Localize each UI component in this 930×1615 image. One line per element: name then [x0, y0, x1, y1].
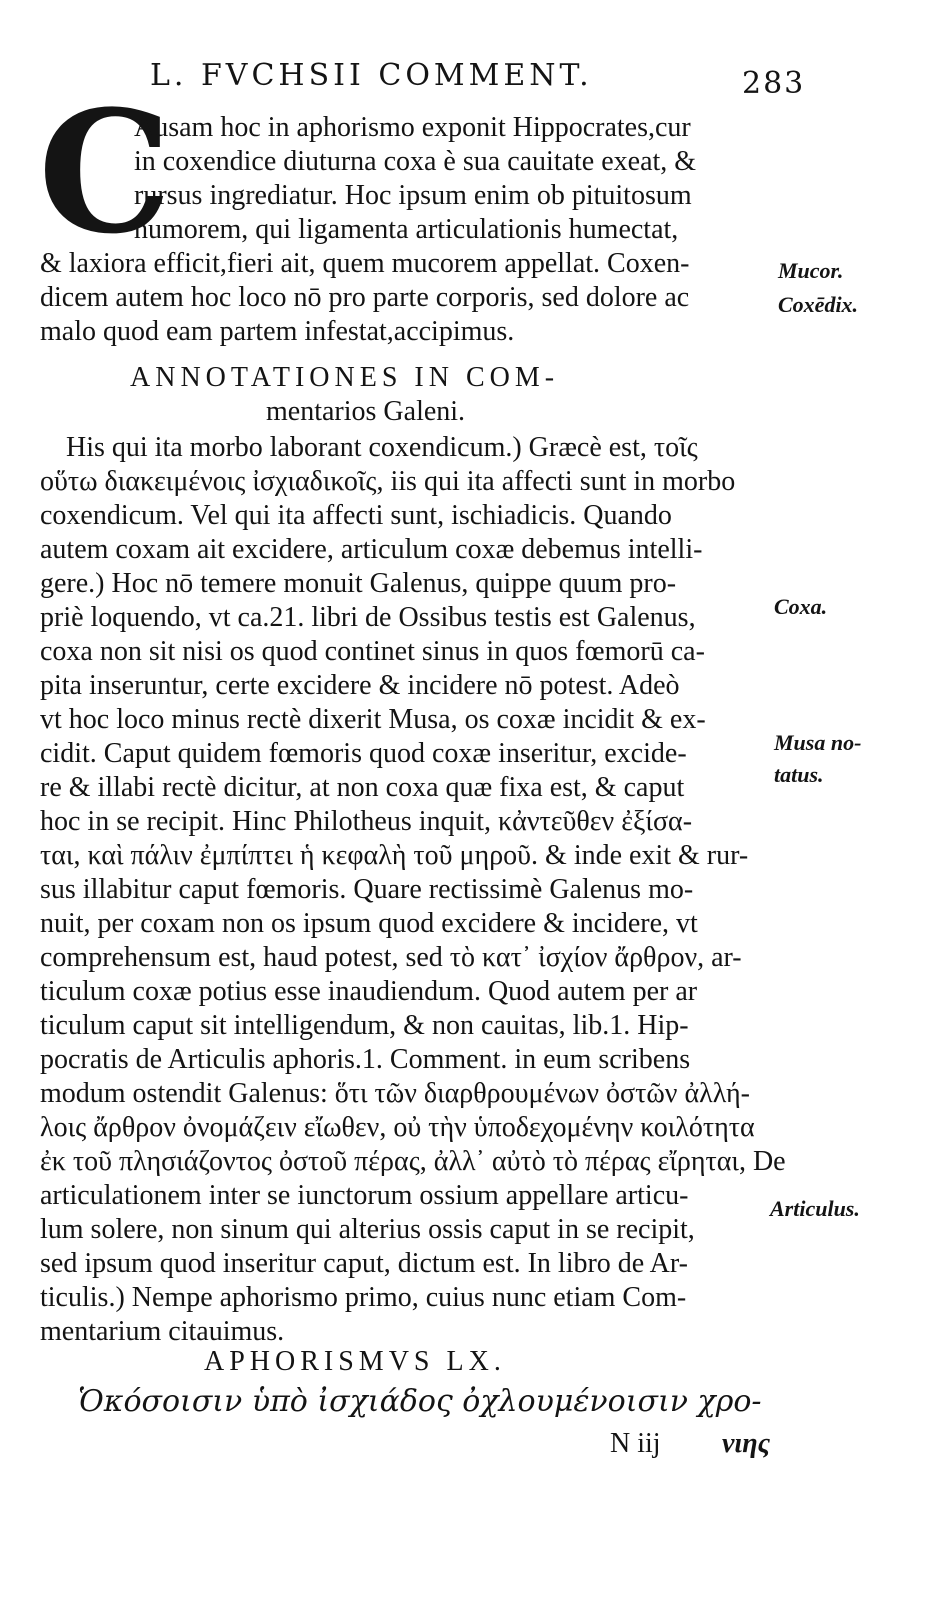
commentary-line: & laxiora efficit,fieri ait, quem mucorem appellat. Coxen-: [40, 248, 690, 279]
annotation-line: ticulum coxæ potius esse inaudiendum. Quod autem per ar: [40, 976, 698, 1007]
annotation-line: mentarium citauimus.: [40, 1316, 285, 1347]
margin-note-mucor: Mucor.: [778, 258, 844, 283]
aphorism-greek-line: Ὁκόσοισιν ὑπὸ ἰσχιάδος ὀχλουμένοισιν χρο-: [78, 1384, 762, 1419]
annotation-line: pita inseruntur, certe excidere & incidere nō potest. Adeò: [40, 670, 680, 701]
annotation-line: vt hoc loco minus rectè dixerit Musa, os coxæ incidit & ex-: [40, 704, 706, 735]
drop-capital: C: [38, 73, 172, 271]
annotation-line: autem coxam ait excidere, articulum coxæ debemus intelli-: [40, 534, 703, 565]
annotation-line: sus illabitur caput fœmoris. Quare rectissimè Galenus mo-: [40, 874, 694, 905]
commentary-line: malo quod eam partem infestat,accipimus.: [40, 316, 515, 347]
annotation-line: articulationem inter se iunctorum ossium appellare articu-: [40, 1180, 689, 1211]
commentary-line: Ausam hoc in aphorismo exponit Hippocrates,cur: [134, 112, 691, 143]
page-number: 283: [742, 66, 806, 101]
commentary-line: humorem, qui ligamenta articulationis humectat,: [134, 214, 679, 245]
annotation-line: modum ostendit Galenus: ὅτι τῶν διαρθρουμένων ὀστῶν ἀλλή-: [40, 1078, 750, 1109]
running-head: L. FVCHSII COMMENT.: [150, 58, 593, 93]
annotation-line: lum solere, non sinum qui alterius ossis caput in se recipit,: [40, 1214, 695, 1245]
margin-note-articulus: Articulus.: [770, 1196, 860, 1221]
commentary-line: in coxendice diuturna coxa è sua cauitate exeat, &: [134, 146, 697, 177]
aphorism-heading: APHORISMVS LX.: [204, 1346, 506, 1377]
annotation-line: hoc in se recipit. Hinc Philotheus inquit, κἀντεῦθεν ἐξίσα-: [40, 806, 693, 837]
annotation-line: sed ipsum quod inseritur caput, dictum est. In libro de Ar-: [40, 1248, 688, 1279]
margin-note-coxendix: Coxēdix.: [778, 292, 859, 317]
annotation-line: ticulis.) Nempe aphorismo primo, cuius nunc etiam Com-: [40, 1282, 687, 1313]
margin-note-coxa: Coxa.: [774, 594, 828, 619]
catchword: νιης: [722, 1428, 771, 1459]
annotation-line: ἐκ τοῦ πλησιάζοντος ὀστοῦ πέρας, ἀλλ᾽ αὐτὸ τὸ πέρας εἴρηται, De: [40, 1146, 786, 1177]
annotation-line: priè loquendo, vt ca.21. libri de Ossibus testis est Galenus,: [40, 602, 696, 633]
annotation-line: nuit, per coxam non os ipsum quod excidere & incidere, vt: [40, 908, 698, 939]
annotation-line: ticulum caput sit intelligendum, & non cauitas, lib.1. Hip-: [40, 1010, 689, 1041]
annotation-line: coxendicum. Vel qui ita affecti sunt, ischiadicis. Quando: [40, 500, 672, 531]
margin-note-musa: Musa no-: [774, 730, 862, 755]
annotation-line: comprehensum est, haud potest, sed τὸ κατ᾽ ἰσχίον ἄρθρον, ar-: [40, 942, 742, 973]
commentary-line: dicem autem hoc loco nō pro parte corporis, sed dolore ac: [40, 282, 690, 313]
annotation-line: re & illabi rectè dicitur, at non coxa quæ fixa est, & caput: [40, 772, 685, 803]
annotation-line: ται, καὶ πάλιν ἐμπίπτει ἡ κεφαλὴ τοῦ μηροῦ. & inde exit & rur-: [40, 840, 749, 871]
annotation-line: His qui ita morbo laborant coxendicum.) Græcè est, τοῖς: [66, 432, 698, 463]
commentary-line: rursus ingrediatur. Hoc ipsum enim ob pituitosum: [134, 180, 692, 211]
annotation-line: gere.) Hoc nō temere monuit Galenus, quippe quum pro-: [40, 568, 677, 599]
signature-mark: N iij: [610, 1428, 661, 1459]
margin-note-musa-cont: tatus.: [774, 762, 824, 787]
annotation-line: λοις ἄρθρον ὀνομάζειν εἴωθεν, οὐ τὴν ὑποδεχομένην κοιλότητα: [40, 1112, 755, 1143]
annotation-line: coxa non sit nisi os quod continet sinus in quos fœmorū ca-: [40, 636, 705, 667]
annotations-heading: ANNOTATIONES IN COM-: [130, 362, 560, 393]
annotation-line: cidit. Caput quidem fœmoris quod coxæ inseritur, excide-: [40, 738, 687, 769]
annotation-line: οὕτω διακειμένοις ἰσχιαδικοῖς, iis qui ita affecti sunt in morbo: [40, 466, 736, 497]
annotation-line: pocratis de Articulis aphoris.1. Comment. in eum scribens: [40, 1044, 691, 1075]
annotations-subheading: mentarios Galeni.: [266, 396, 466, 427]
